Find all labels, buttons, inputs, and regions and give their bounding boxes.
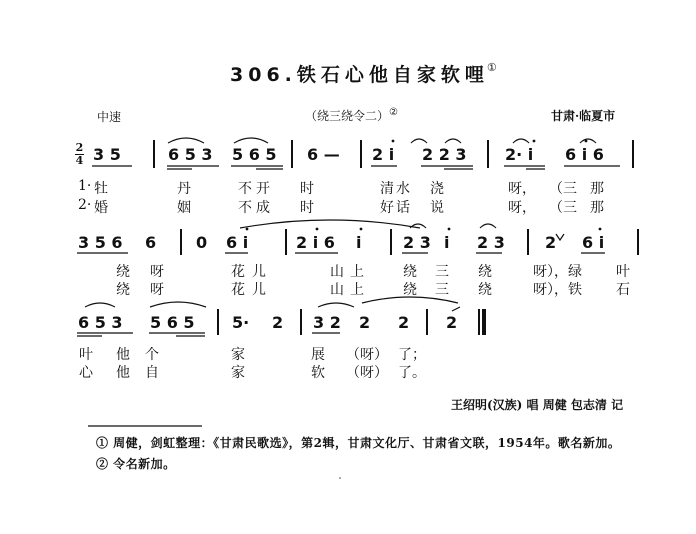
note-group: 6 i <box>582 233 605 252</box>
octave-dot <box>448 228 451 231</box>
lyric: 自 <box>145 365 159 381</box>
note-group: 2 3 <box>477 233 505 252</box>
note-group: 6 — <box>307 145 340 164</box>
lyric: （呀） <box>346 347 388 363</box>
lyric: 好 <box>380 200 394 216</box>
note-group: 6 i <box>226 233 249 252</box>
octave-dot <box>316 228 319 231</box>
slur <box>362 297 458 303</box>
speck <box>339 477 341 479</box>
verse-number: 2· <box>78 197 92 213</box>
lyric: 山 <box>330 264 344 280</box>
lyric: 山 <box>330 282 344 298</box>
lyric: 那 <box>590 200 604 216</box>
performer-credit: 王绍明(汉族) 唱 周健 包志清 记 <box>451 398 624 412</box>
lyric: 不 <box>238 200 252 216</box>
octave-dot <box>246 228 249 231</box>
lyric: 家 <box>231 347 245 363</box>
lyric: 姻 <box>177 200 191 216</box>
note: i <box>444 233 450 252</box>
title-footnote-mark: ① <box>486 61 497 74</box>
note: 2 <box>398 313 410 332</box>
lyric: 成 <box>256 200 270 216</box>
note-group: 3 2 <box>313 313 341 332</box>
lyric: 家 <box>231 365 245 381</box>
lyric: 呀 <box>150 282 164 298</box>
lyric: 说 <box>430 200 444 216</box>
octave-dot <box>360 228 363 231</box>
note-group: 2 3 <box>403 233 431 252</box>
lyric: 儿 <box>252 282 266 298</box>
lyric: 绕 <box>116 282 130 298</box>
lyric: 个 <box>145 347 159 363</box>
lyric: 了。 <box>398 365 426 381</box>
region-origin: 甘肃·临夏市 <box>551 109 616 123</box>
lyric: 呀， <box>508 200 536 216</box>
time-signature: 2 4 <box>75 141 84 167</box>
lyric: 软 <box>311 365 325 381</box>
lyric: 话 <box>396 200 410 216</box>
slur <box>580 139 596 143</box>
lyric: 绕 <box>478 264 492 280</box>
footnote-1: ① 周健，剑虹整理：《甘肃民歌选》，第2辑，甘肃文化厅、甘肃省文联，1954年。歌名新加。 <box>96 436 621 450</box>
verse-number: 1· <box>78 178 92 194</box>
note: 0 <box>196 233 208 252</box>
subtitle-footnote-mark: ② <box>389 107 398 118</box>
song-title: 306.铁石心他自家软哩① <box>230 61 497 86</box>
lyric: 婚 <box>94 200 108 216</box>
note: 6 <box>145 233 157 252</box>
breath-mark <box>556 234 564 240</box>
octave-dot <box>585 140 588 143</box>
tie-mark <box>452 307 460 311</box>
lyric: 了； <box>398 347 426 363</box>
lyric: 绕 <box>403 282 417 298</box>
note: 2 <box>359 313 371 332</box>
lyric: 花 <box>231 282 245 298</box>
note: 2 <box>272 313 284 332</box>
lyric: 叶 <box>79 347 93 363</box>
note: i <box>356 233 362 252</box>
octave-dot <box>533 140 536 143</box>
lyric: 绕 <box>116 264 130 280</box>
note-group: 5 6 5 <box>150 313 195 332</box>
note-group: 2 i <box>372 145 395 164</box>
note: 5· <box>232 313 250 332</box>
slur <box>445 139 461 143</box>
note-group: 6 i 6 <box>565 145 604 164</box>
lyric: 三 <box>435 264 449 280</box>
lyric: 清 <box>380 181 394 197</box>
lyric: 儿 <box>252 264 266 280</box>
note-group: 2· i <box>505 145 534 164</box>
slur <box>85 303 115 307</box>
slur <box>480 224 496 228</box>
note-group: 2 2 3 <box>422 145 467 164</box>
note-group: 2 i 6 <box>296 233 335 252</box>
footnote-2: ② 令名新加。 <box>96 457 176 471</box>
slur <box>318 303 354 307</box>
lyric: 他 <box>116 347 130 363</box>
note-group: 3 5 <box>93 145 121 164</box>
lyric: 呀 <box>150 264 164 280</box>
lyric: 呀），绿 <box>533 264 582 280</box>
slur <box>411 139 427 143</box>
note-group: 6 5 3 <box>78 313 123 332</box>
slur <box>234 138 268 143</box>
lyric: 时 <box>300 200 314 216</box>
lyric: 时 <box>300 181 314 197</box>
note: 2 <box>545 233 557 252</box>
lyric: 绕 <box>403 264 417 280</box>
lyric: 呀），铁 <box>533 282 582 298</box>
octave-dot <box>599 228 602 231</box>
note: 2 <box>446 313 458 332</box>
lyric: 呀， <box>508 181 536 197</box>
lyric: 开 <box>256 181 270 197</box>
slur <box>513 139 529 143</box>
note-group: 5 6 5 <box>232 145 277 164</box>
lyric: 上 <box>350 282 364 298</box>
lyric: 那 <box>590 181 604 197</box>
lyric: 水 <box>396 181 410 197</box>
subtitle: （绕三绕令二）② <box>305 107 398 123</box>
note-group: 3 5 6 <box>78 233 123 252</box>
note-group: 6 5 3 <box>168 145 213 164</box>
lyric: 丹 <box>177 181 191 197</box>
slur <box>240 220 420 228</box>
lyric: 花 <box>231 264 245 280</box>
lyric: 心 <box>79 365 93 381</box>
octave-dot <box>392 140 395 143</box>
lyric: 不 <box>238 181 252 197</box>
lyric: （三 <box>549 181 577 197</box>
lyric: 三 <box>435 282 449 298</box>
lyric: 上 <box>350 264 364 280</box>
lyric: 牡 <box>94 181 108 197</box>
slur <box>150 302 206 307</box>
lyric: 叶 <box>616 264 630 280</box>
lyric: （呀） <box>346 365 388 381</box>
lyric: 展 <box>311 347 325 363</box>
lyric: 石 <box>616 282 630 298</box>
lyric: 浇 <box>430 181 444 197</box>
tempo-marking: 中速 <box>97 110 122 124</box>
lyric: （三 <box>549 200 577 216</box>
lyric: 他 <box>116 365 130 381</box>
lyric: 绕 <box>478 282 492 298</box>
slur <box>168 138 204 143</box>
